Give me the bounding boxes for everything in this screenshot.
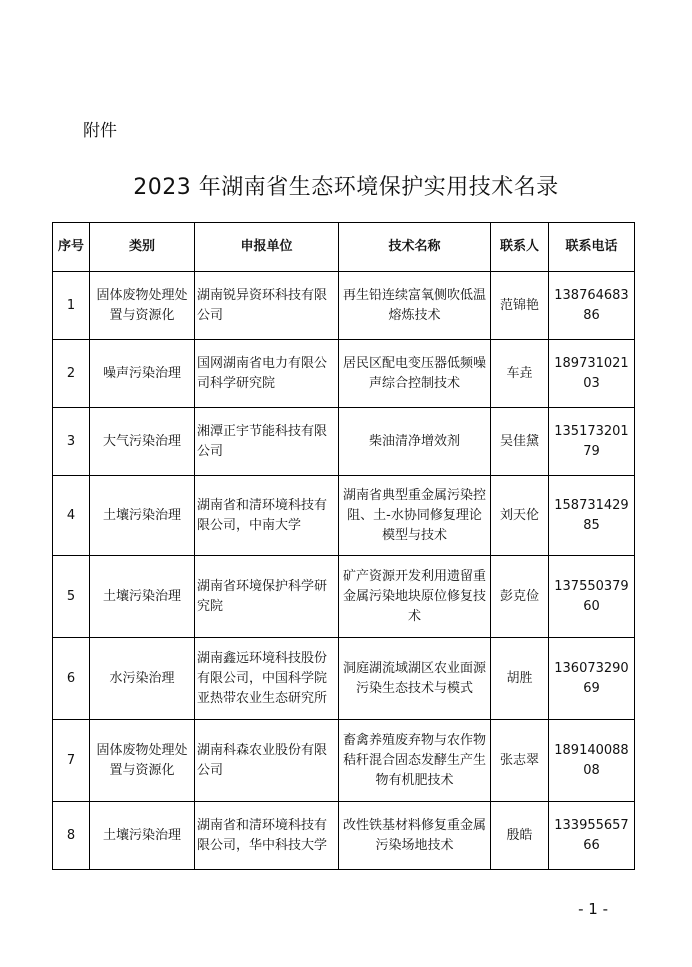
cell-technology-name: 居民区配电变压器低频噪声综合控制技术 <box>339 340 491 408</box>
header-cell: 联系人 <box>491 223 549 272</box>
table-row <box>53 272 635 340</box>
table-header-row <box>53 223 635 272</box>
cell-applicant-unit: 湘潭正宇节能科技有限公司 <box>195 408 339 476</box>
table-row <box>53 408 635 476</box>
attachment-label: 附件 <box>83 121 117 141</box>
cell-applicant-unit: 湖南省和清环境科技有限公司，中南大学 <box>195 476 339 556</box>
cell-applicant-unit: 湖南省和清环境科技有限公司，华中科技大学 <box>195 802 339 870</box>
header-cell: 申报单位 <box>195 223 339 272</box>
cell-technology-name: 再生铅连续富氧侧吹低温熔炼技术 <box>339 272 491 340</box>
cell-category: 土壤污染治理 <box>90 556 195 638</box>
cell-contact-phone: 18914008808 <box>549 720 635 802</box>
cell-contact-phone: 15873142985 <box>549 476 635 556</box>
cell-serial-number: 4 <box>53 476 90 556</box>
cell-serial-number: 1 <box>53 272 90 340</box>
cell-category: 水污染治理 <box>90 638 195 720</box>
cell-technology-name: 湖南省典型重金属污染控阻、土-水协同修复理论模型与技术 <box>339 476 491 556</box>
cell-contact-person: 殷皓 <box>491 802 549 870</box>
table-row <box>53 340 635 408</box>
cell-technology-name: 柴油清净增效剂 <box>339 408 491 476</box>
cell-serial-number: 6 <box>53 638 90 720</box>
cell-technology-name: 畜禽养殖废弃物与农作物秸秆混合固态发酵生产生物有机肥技术 <box>339 720 491 802</box>
cell-applicant-unit: 国网湖南省电力有限公司科学研究院 <box>195 340 339 408</box>
table-row <box>53 556 635 638</box>
cell-technology-name: 洞庭湖流域湖区农业面源污染生态技术与模式 <box>339 638 491 720</box>
header-cell: 联系电话 <box>549 223 635 272</box>
cell-contact-phone: 13607329069 <box>549 638 635 720</box>
cell-serial-number: 2 <box>53 340 90 408</box>
page-number: - 1 - <box>578 900 608 918</box>
cell-technology-name: 矿产资源开发利用遗留重金属污染地块原位修复技术 <box>339 556 491 638</box>
cell-serial-number: 7 <box>53 720 90 802</box>
cell-contact-person: 吴佳黛 <box>491 408 549 476</box>
cell-contact-person: 范锦艳 <box>491 272 549 340</box>
cell-contact-phone: 13876468386 <box>549 272 635 340</box>
cell-category: 大气污染治理 <box>90 408 195 476</box>
cell-technology-name: 改性铁基材料修复重金属污染场地技术 <box>339 802 491 870</box>
cell-contact-person: 刘天伦 <box>491 476 549 556</box>
cell-applicant-unit: 湖南锐异资环科技有限公司 <box>195 272 339 340</box>
cell-contact-phone: 13755037960 <box>549 556 635 638</box>
cell-contact-person: 彭克俭 <box>491 556 549 638</box>
cell-contact-person: 车垚 <box>491 340 549 408</box>
cell-contact-phone: 18973102103 <box>549 340 635 408</box>
cell-serial-number: 3 <box>53 408 90 476</box>
cell-category: 土壤污染治理 <box>90 476 195 556</box>
cell-applicant-unit: 湖南科森农业股份有限公司 <box>195 720 339 802</box>
cell-contact-phone: 13395565766 <box>549 802 635 870</box>
table-row <box>53 638 635 720</box>
cell-category: 土壤污染治理 <box>90 802 195 870</box>
cell-serial-number: 5 <box>53 556 90 638</box>
technology-list-table <box>52 222 635 870</box>
table-row <box>53 476 635 556</box>
cell-contact-person: 胡胜 <box>491 638 549 720</box>
cell-category: 噪声污染治理 <box>90 340 195 408</box>
cell-serial-number: 8 <box>53 802 90 870</box>
header-cell: 技术名称 <box>339 223 491 272</box>
cell-category: 固体废物处理处置与资源化 <box>90 272 195 340</box>
table-row <box>53 720 635 802</box>
cell-applicant-unit: 湖南省环境保护科学研究院 <box>195 556 339 638</box>
header-cell: 类别 <box>90 223 195 272</box>
cell-category: 固体废物处理处置与资源化 <box>90 720 195 802</box>
table-row <box>53 802 635 870</box>
document-title: 2023 年湖南省生态环境保护实用技术名录 <box>133 175 559 200</box>
cell-applicant-unit: 湖南鑫远环境科技股份有限公司，中国科学院亚热带农业生态研究所 <box>195 638 339 720</box>
cell-contact-phone: 13517320179 <box>549 408 635 476</box>
cell-contact-person: 张志翠 <box>491 720 549 802</box>
header-cell: 序号 <box>53 223 90 272</box>
